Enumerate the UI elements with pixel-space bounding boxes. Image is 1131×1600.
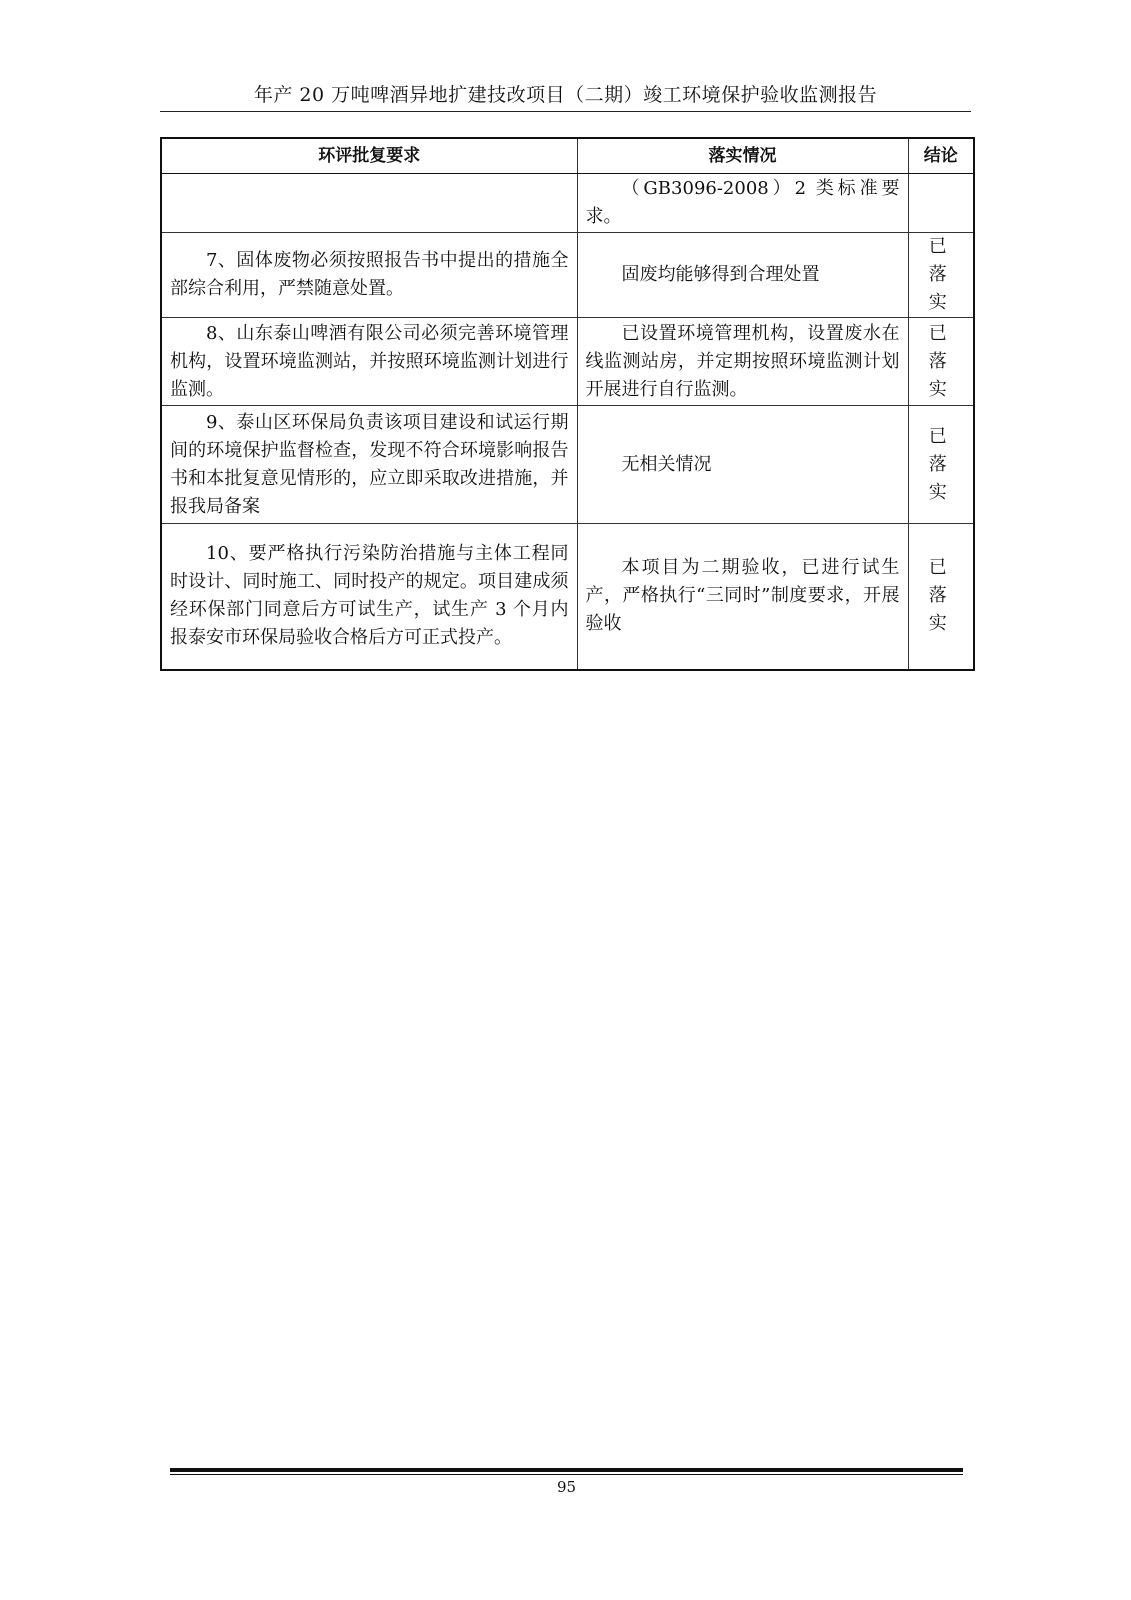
table-row [161, 174, 974, 233]
implementation-cell: 固废均能够得到合理处置 [577, 233, 908, 318]
table-row [161, 318, 974, 406]
footer-rule-thick [170, 1468, 963, 1472]
header-rule [160, 111, 971, 112]
header-conclusion: 结论 [908, 138, 974, 174]
implementation-cell: 无相关情况 [577, 406, 908, 524]
table-header-row [161, 138, 974, 174]
implementation-cell: 本项目为二期验收，已进行试生产，严格执行“三同时”制度要求，开展验收 [577, 524, 908, 670]
requirement-cell: 10、要严格执行污染防治措施与主体工程同时设计、同时施工、同时投产的规定。项目建成须经环保部门同意后方可试生产，试生产 3 个月内报泰安市环保局验收合格后方可正式投产。 [161, 524, 577, 670]
requirement-cell: 7、固体废物必须按照报告书中提出的措施全部综合利用，严禁随意处置。 [161, 233, 577, 318]
conclusion-cell: 已落实 [908, 524, 974, 670]
page-number: 95 [556, 1478, 577, 1496]
implementation-cell: 已设置环境管理机构，设置废水在线监测站房，并定期按照环境监测计划开展进行自行监测。 [577, 318, 908, 406]
table-row [161, 406, 974, 524]
requirement-cell: 9、泰山区环保局负责该项目建设和试运行期间的环境保护监督检查，发现不符合环境影响报告书和本批复意见情形的，应立即采取改进措施，并报我局备案 [161, 406, 577, 524]
footer-rule-thin [170, 1474, 963, 1475]
requirement-cell: 8、山东泰山啤酒有限公司必须完善环境管理机构，设置环境监测站，并按照环境监测计划进行监测。 [161, 318, 577, 406]
conclusion-cell [908, 174, 974, 233]
implementation-cell: （GB3096-2008）2 类标准要求。 [577, 174, 908, 233]
requirements-table [160, 137, 975, 671]
report-header-title: 年产 20 万吨啤酒异地扩建技改项目（二期）竣工环境保护验收监测报告 [253, 84, 878, 106]
header-implementation: 落实情况 [577, 138, 908, 174]
conclusion-cell: 已落实 [908, 406, 974, 524]
conclusion-cell: 已落实 [908, 318, 974, 406]
conclusion-cell: 已落实 [908, 233, 974, 318]
table-row [161, 524, 974, 670]
header-requirement: 环评批复要求 [161, 138, 577, 174]
table-row [161, 233, 974, 318]
requirement-cell [161, 174, 577, 233]
